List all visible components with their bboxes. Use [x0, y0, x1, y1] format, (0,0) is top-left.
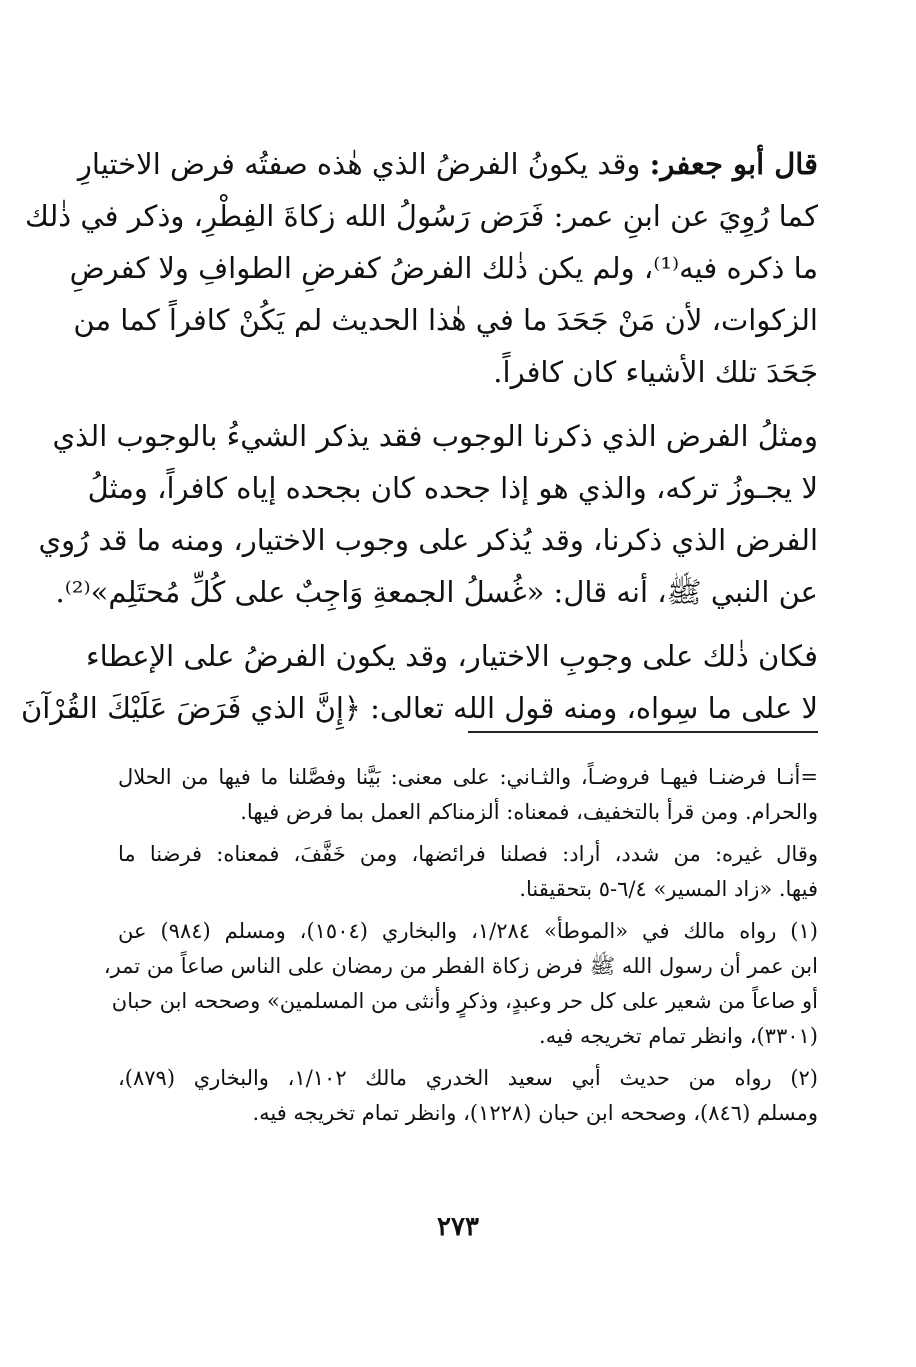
footnote-line: ومسلم (٨٤٦)، وصححه ابن حبان (١٢٢٨)، وانظر تمام تخريجه فيه.	[252, 1101, 818, 1125]
footnote-line: فيها. «زاد المسير» ٦/٤-٥ بتحقيقنا.	[519, 877, 818, 901]
text-line: لا يجـوزُ تركه، والذي هو إذا جحده كان بجحده إياه كافراً، ومثلُ	[87, 471, 818, 505]
footnote-continuation	[118, 837, 818, 907]
footnote-line: ابن عمر أن رسول الله ﷺ فرض زكاة الفطر من رمضان على الناس صاعاً من تمر،	[103, 954, 818, 978]
footnote-separator	[468, 731, 818, 733]
footnote-line: =أنـا فرضنـا فيهـا فروضـاً، والثـاني: على معنى: بَيَّنا وفصَّلنا ما فيها من الحلال	[118, 765, 818, 789]
footnote-line: وقال غيره: من شدد، أراد: فصلنا فرائضها، ومن خَفَّفَ، فمعناه: فرضنا ما	[118, 842, 818, 866]
text-line: عن النبي ﷺ، أنه قال: «غُسلُ الجمعةِ وَاجِبٌ على كُلِّ مُحتَلِم»⁽²⁾.	[55, 575, 818, 609]
footnotes	[103, 760, 818, 1131]
speaker-label: قال أبو جعفر:	[649, 147, 818, 181]
paragraph	[38, 410, 818, 618]
footnote-line: (١) رواه مالك في «الموطأ» ١/٢٨٤، والبخاري (١٥٠٤)، ومسلم (٩٨٤) عن	[118, 919, 818, 943]
text-line: الفرض الذي ذكرنا، وقد يُذكر على وجوب الاختيار، ومنه ما قد رُوي	[38, 523, 818, 557]
footnote-2	[118, 1061, 818, 1131]
text-line: لا على ما سِواه، ومنه قول الله تعالى: ﴿إِنَّ الذي فَرَضَ عَلَيْكَ القُرْآنَ	[20, 691, 818, 725]
footnote-line: والحرام. ومن قرأ بالتخفيف، فمعناه: ألزمناكم العمل بما فرض فيها.	[240, 800, 818, 824]
footnote-line: (٣٣٠١)، وانظر تمام تخريجه فيه.	[539, 1024, 818, 1048]
text-line: ومثلُ الفرض الذي ذكرنا الوجوب فقد يذكر الشيءُ بالوجوب الذي	[52, 419, 818, 453]
paragraph	[25, 138, 818, 398]
footnote-1	[103, 914, 818, 1054]
footnote-line: أو صاعاً من شعير على كل حر وعبدٍ، وذكرٍ وأنثى من المسلمين» وصححه ابن حبان	[111, 989, 818, 1013]
text-line: فكان ذٰلك على وجوبِ الاختيار، وقد يكون الفرضُ على الإعطاء	[86, 639, 818, 673]
text-line: ما ذكره فيه⁽¹⁾، ولم يكن ذٰلك الفرضُ كفرضِ الطوافِ ولا كفرضِ	[69, 251, 818, 285]
footnote-continuation	[118, 760, 818, 830]
footnote-line: (٢) رواه من حديث أبي سعيد الخدري مالك ١/١٠٢، والبخاري (٨٧٩)،	[118, 1066, 818, 1090]
text-line: الزكوات، لأن مَنْ جَحَدَ ما في هٰذا الحديث لم يَكُنْ كافراً كما من	[73, 303, 818, 337]
text-line: كما رُوِيَ عن ابنِ عمر: فَرَض رَسُولُ الله زكاةَ الفِطْرِ، وذكر في ذٰلك	[25, 199, 818, 233]
page-number: ٢٧٣	[437, 1212, 479, 1242]
main-text	[20, 138, 818, 734]
paragraph	[20, 630, 818, 734]
text-line: قال أبو جعفر: وقد يكونُ الفرضُ الذي هٰذه صفتُه فرض الاختيارِ	[77, 147, 818, 181]
text-line: جَحَدَ تلك الأشياء كان كافراً.	[493, 355, 818, 389]
